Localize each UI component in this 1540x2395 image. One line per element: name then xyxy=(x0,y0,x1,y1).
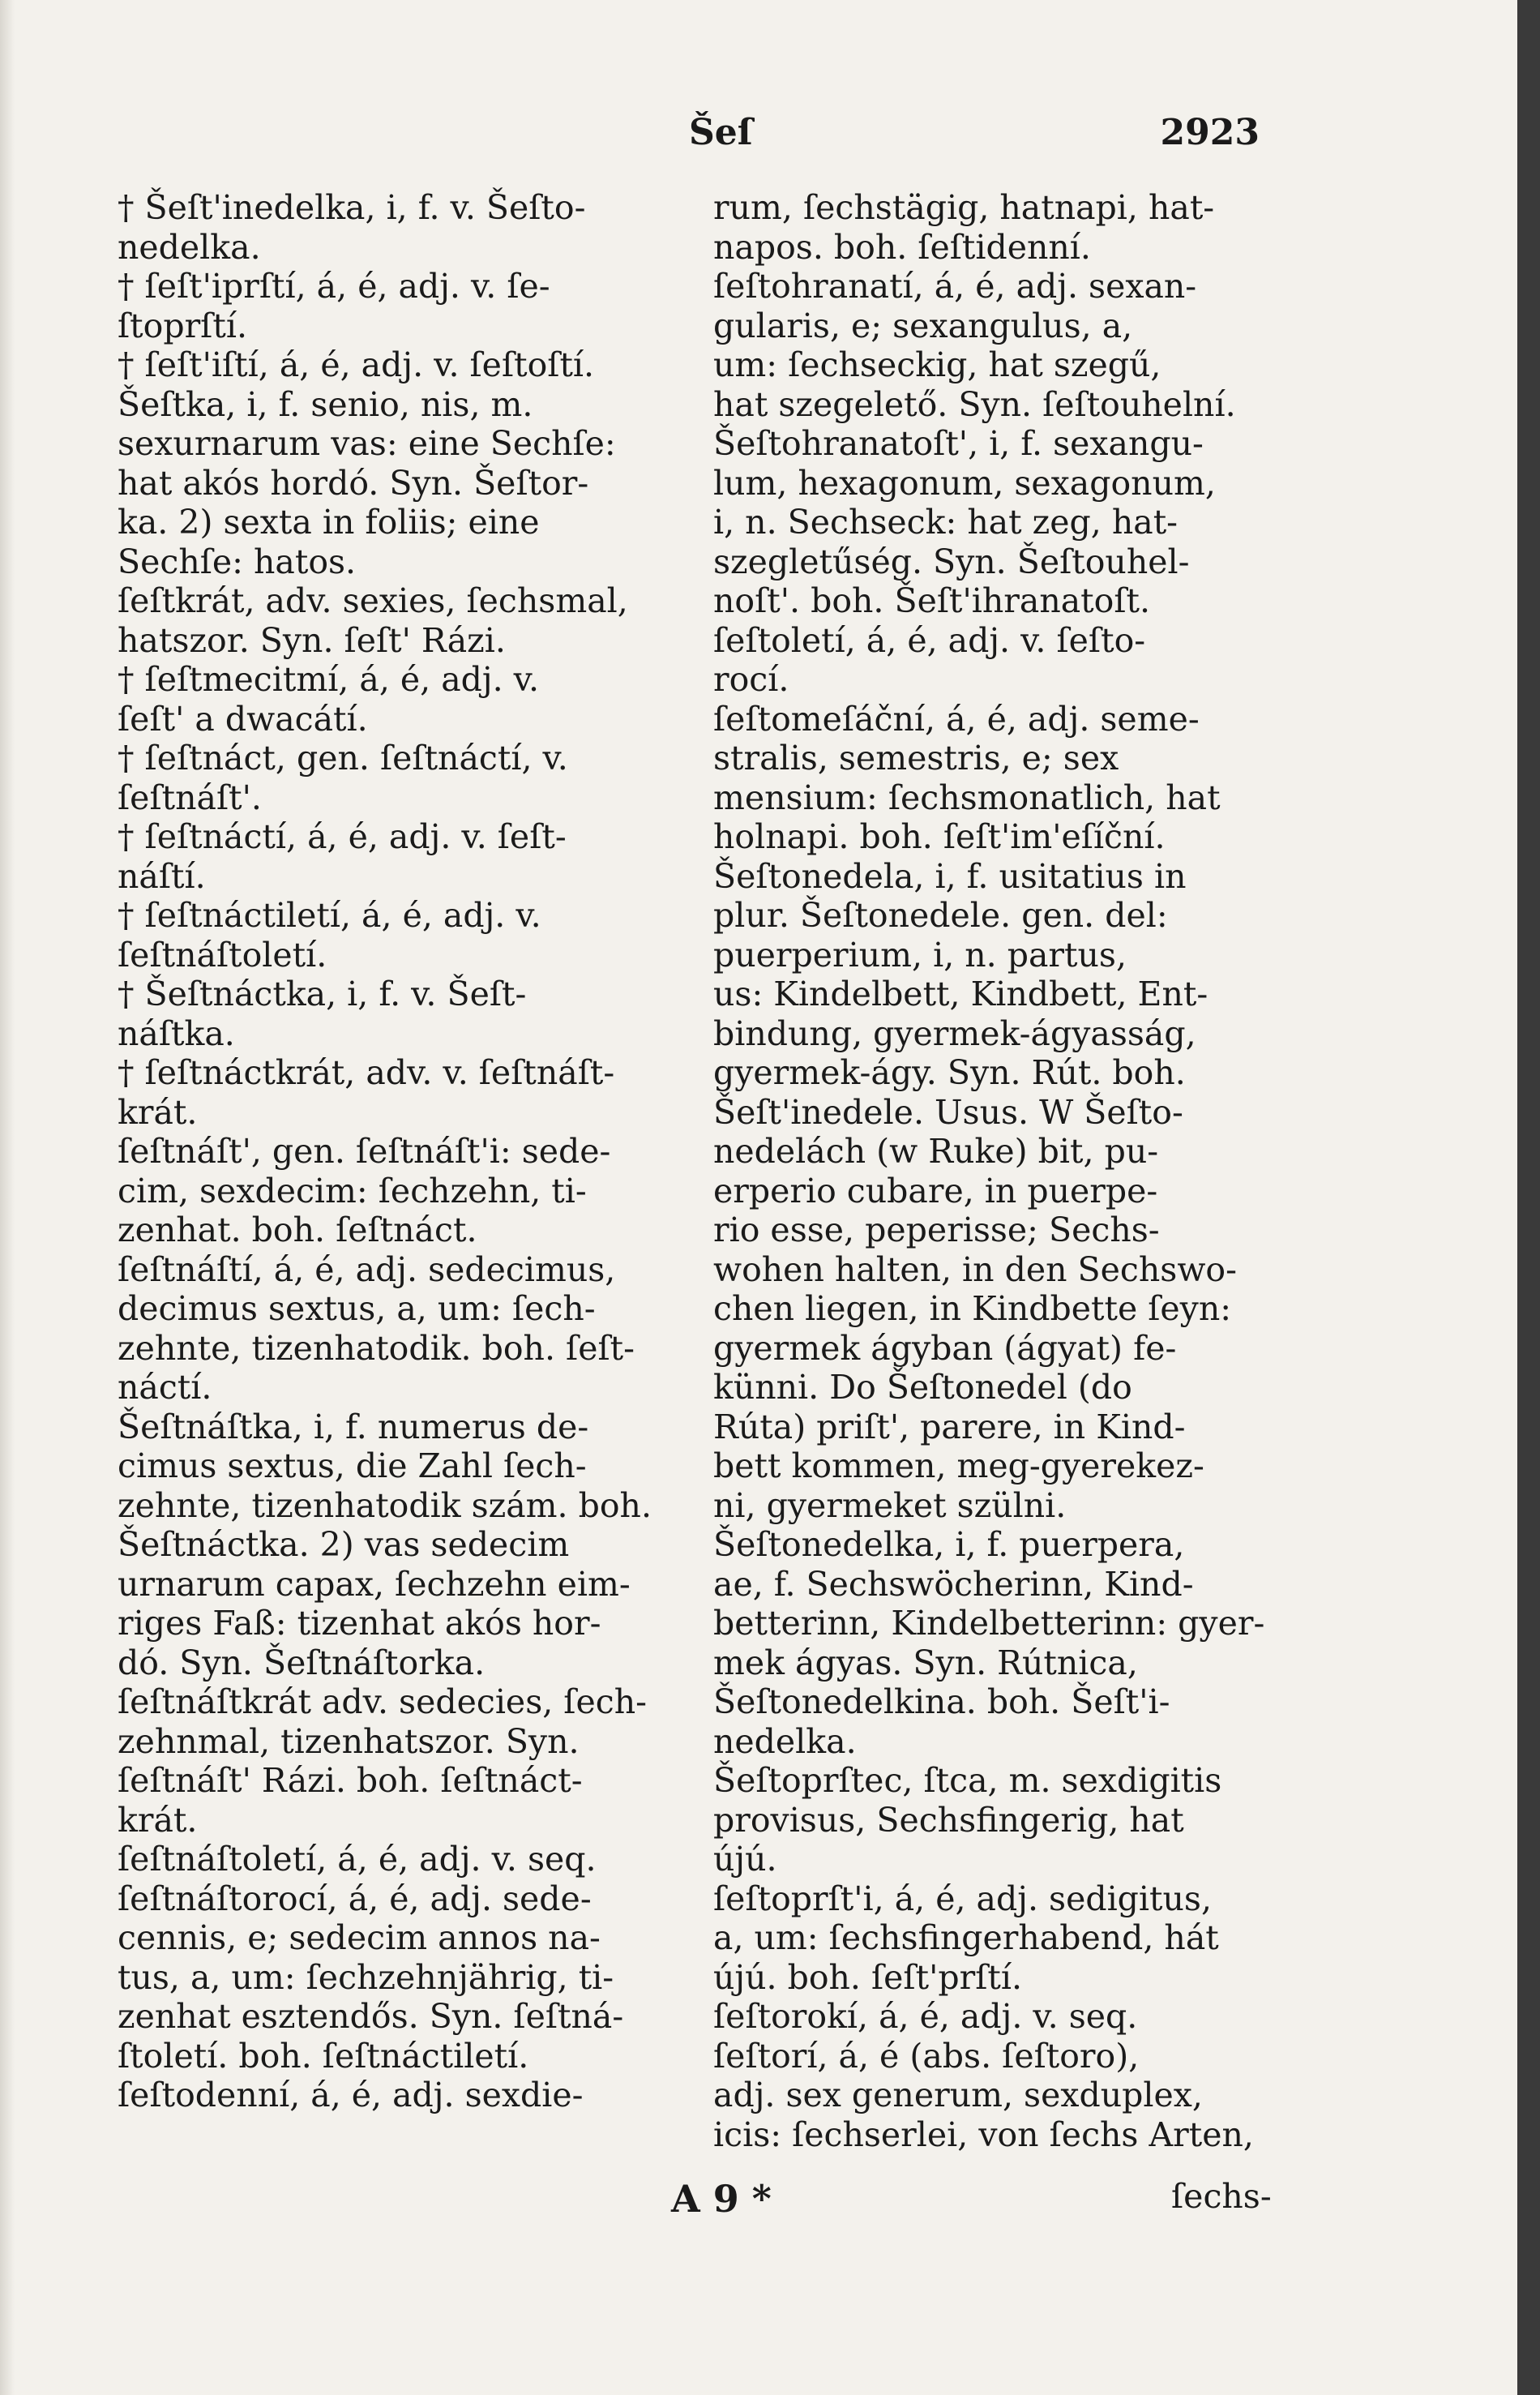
dictionary-line: † ſeſt'iprſtí, á, é, adj. v. ſe- xyxy=(118,267,550,306)
dictionary-line: chen liegen, in Kindbette ſeyn: xyxy=(713,1289,1232,1328)
dictionary-line: puerperium, i, n. partus, xyxy=(713,935,1127,975)
dictionary-line: betterinn, Kindelbetterinn: gyer- xyxy=(713,1604,1265,1643)
dictionary-line: † ſeſtmecitmí, á, é, adj. v. xyxy=(118,660,540,699)
dictionary-line: † ſeſtnáctkrát, adv. v. ſeſtnáſt- xyxy=(118,1053,615,1092)
dictionary-line: nedelka. xyxy=(713,1721,857,1761)
dictionary-line: um: ſechseckig, hat szegű, xyxy=(713,345,1161,384)
dictionary-line: noſt'. boh. Šeſt'ihranatoſt. xyxy=(713,581,1151,620)
dictionary-line: náſtí. xyxy=(118,856,206,896)
dictionary-line: a, um: ſechsfingerhabend, hát xyxy=(713,1918,1219,1957)
dictionary-line: ſeſtomeſáční, á, é, adj. seme- xyxy=(713,699,1200,739)
dictionary-line: gularis, e; sexangulus, a, xyxy=(713,306,1133,345)
dictionary-line: nedelách (w Ruke) bit, pu- xyxy=(713,1132,1159,1171)
dictionary-line: hat szegelető. Syn. ſeſtouhelní. xyxy=(713,384,1236,424)
dictionary-line: gyermek-ágy. Syn. Rút. boh. xyxy=(713,1053,1186,1092)
dictionary-line: gyermek ágyban (ágyat) fe- xyxy=(713,1328,1177,1368)
dictionary-line: ae, f. Sechswöcherinn, Kind- xyxy=(713,1564,1194,1604)
dictionary-line: ka. 2) sexta in foliis; eine xyxy=(118,503,540,542)
dictionary-line: Šeſtonedelkina. boh. Šeſt'i- xyxy=(713,1682,1170,1721)
dictionary-line: ſeſtorí, á, é (abs. ſeſtoro), xyxy=(713,2036,1140,2076)
dictionary-line: krát. xyxy=(118,1800,198,1840)
dictionary-line: provisus, Sechsfingerig, hat xyxy=(713,1800,1184,1840)
dictionary-line: ſtoprſtí. xyxy=(118,306,247,345)
dictionary-line: ſeſtodenní, á, é, adj. sexdie- xyxy=(118,2076,584,2114)
dictionary-line: hat akós hordó. Syn. Šeſtor- xyxy=(118,463,589,503)
dictionary-line: újú. boh. ſeſt'prſtí. xyxy=(713,1957,1022,1997)
dictionary-line: zehnte, tizenhatodik szám. boh. xyxy=(118,1485,652,1525)
dictionary-line: ſeſtnáſtoletí, á, é, adj. v. seq. xyxy=(118,1840,597,1879)
dictionary-line: Šeſtoprſtec, ſtca, m. sexdigitis xyxy=(713,1761,1222,1800)
dictionary-line: ſeſtoletí, á, é, adj. v. ſeſto- xyxy=(713,620,1146,660)
dictionary-line: zehnmal, tizenhatszor. Syn. xyxy=(118,1721,580,1761)
dictionary-line: † Šeſtnáctka, i, f. v. Šeſt- xyxy=(118,975,527,1013)
dictionary-line: lum, hexagonum, sexagonum, xyxy=(713,463,1216,503)
dictionary-line: Rúta) priſt', parere, in Kind- xyxy=(713,1407,1186,1446)
dictionary-line: bindung, gyermek-ágyasság, xyxy=(713,1013,1196,1053)
dictionary-line: ſeſtnáſtorocí, á, é, adj. sede- xyxy=(118,1879,592,1918)
dictionary-line: urnarum capax, ſechzehn eim- xyxy=(118,1564,631,1604)
page-number: 2923 xyxy=(1160,112,1260,153)
dictionary-line: ſeſtkrát, adv. sexies, ſechsmal, xyxy=(118,581,628,620)
dictionary-line: künni. Do Šeſtonedel (do xyxy=(713,1368,1132,1407)
dictionary-line: náſtka. xyxy=(118,1013,235,1053)
dictionary-line: plur. Šeſtonedele. gen. del: xyxy=(713,896,1168,935)
dictionary-line: zenhat esztendős. Syn. ſeſtná- xyxy=(118,1997,624,2036)
dictionary-line: mek ágyas. Syn. Rútnica, xyxy=(713,1643,1138,1682)
dictionary-line: krát. xyxy=(118,1092,198,1132)
dictionary-line: dó. Syn. Šeſtnáſtorka. xyxy=(118,1643,486,1682)
dictionary-line: újú. xyxy=(713,1840,777,1879)
printer-signature: A 9 * xyxy=(671,2177,772,2221)
dictionary-line: ſeſt' a dwacátí. xyxy=(118,699,368,739)
dictionary-line: rocí. xyxy=(713,660,789,699)
dictionary-line: ſeſtnáſtkrát adv. sedecies, ſech- xyxy=(118,1682,647,1721)
dictionary-line: Šeſtonedelka, i, f. puerpera, xyxy=(713,1525,1185,1564)
dictionary-line: stralis, semestris, e; sex xyxy=(713,739,1119,778)
page-header xyxy=(122,112,1260,169)
dictionary-line: † ſeſtnáct, gen. ſeſtnáctí, v. xyxy=(118,739,568,778)
dictionary-line: napos. boh. ſeſtidenní. xyxy=(713,227,1091,267)
dictionary-line: ſeſtnáſt'. xyxy=(118,778,262,817)
dictionary-line: riges Faß: tizenhat akós hor- xyxy=(118,1604,601,1643)
dictionary-line: Šeſtnáſtka, i, f. numerus de- xyxy=(118,1407,589,1446)
dictionary-line: † Šeſt'inedelka, i, f. v. Šeſto- xyxy=(118,188,586,227)
dictionary-line: ſeſtnáſtí, á, é, adj. sedecimus, xyxy=(118,1249,616,1289)
dictionary-line: rum, ſechstägig, hatnapi, hat- xyxy=(713,188,1215,227)
dictionary-line: hatszor. Syn. ſeſt' Rázi. xyxy=(118,620,506,660)
catchword: ſechs- xyxy=(1171,2177,1272,2216)
dictionary-line: szegletűség. Syn. Šeſtouhel- xyxy=(713,542,1190,581)
right-column xyxy=(713,188,1264,2154)
dictionary-line: † ſeſt'iſtí, á, é, adj. v. ſeſtoſtí. xyxy=(118,345,595,384)
dictionary-line: holnapi. boh. ſeſt'im'eſíční. xyxy=(713,817,1166,856)
dictionary-line: † ſeſtnáctí, á, é, adj. v. ſeſt- xyxy=(118,817,567,856)
dictionary-line: ſeſtnáſt' Rázi. boh. ſeſtnáct- xyxy=(118,1761,583,1800)
dictionary-line: Sechſe: hatos. xyxy=(118,542,357,581)
dictionary-line: Šeſt'inedele. Usus. W Šeſto- xyxy=(713,1092,1183,1132)
dictionary-line: † ſeſtnáctiletí, á, é, adj. v. xyxy=(118,896,541,935)
dictionary-line: Šeſtonedela, i, f. usitatius in xyxy=(713,856,1187,896)
dictionary-line: Šeſtnáctka. 2) vas sedecim xyxy=(118,1525,570,1564)
left-column xyxy=(118,188,701,2115)
dictionary-line: ſeſtnáſtoletí. xyxy=(118,935,327,975)
dictionary-line: cennis, e; sedecim annos na- xyxy=(118,1918,601,1957)
dictionary-line: ſeſtohranatí, á, é, adj. sexan- xyxy=(713,267,1197,306)
dictionary-line: zenhat. boh. ſeſtnáct. xyxy=(118,1210,477,1249)
dictionary-line: ſeſtnáſt', gen. ſeſtnáſt'i: sede- xyxy=(118,1132,611,1171)
dictionary-line: cim, sexdecim: ſechzehn, ti- xyxy=(118,1171,587,1210)
dictionary-line: decimus sextus, a, um: ſech- xyxy=(118,1289,596,1328)
dictionary-line: adj. sex generum, sexduplex, xyxy=(713,2076,1203,2114)
page-edge xyxy=(0,0,15,2395)
dictionary-line: ſeſtorokí, á, é, adj. v. seq. xyxy=(713,1997,1138,2036)
dictionary-line: us: Kindelbett, Kindbett, Ent- xyxy=(713,975,1208,1013)
dictionary-line: bett kommen, meg-gyerekez- xyxy=(713,1446,1204,1485)
dictionary-line: erperio cubare, in puerpe- xyxy=(713,1171,1158,1210)
dictionary-line: wohen halten, in den Sechswo- xyxy=(713,1249,1237,1289)
dictionary-line: rio esse, peperisse; Sechs- xyxy=(713,1210,1160,1249)
dictionary-line: ni, gyermeket szülni. xyxy=(713,1485,1067,1525)
dictionary-line: i, n. Sechseck: hat zeg, hat- xyxy=(713,503,1179,542)
dictionary-line: Šeſtka, i, f. senio, nis, m. xyxy=(118,384,533,424)
dictionary-line: sexurnarum vas: eine Sechſe: xyxy=(118,424,616,463)
dictionary-line: nedelka. xyxy=(118,227,261,267)
dictionary-line: Šeſtohranatoſt', i, f. sexangu- xyxy=(713,424,1204,463)
dictionary-line: cimus sextus, die Zahl ſech- xyxy=(118,1446,587,1485)
running-head: Šeſ xyxy=(689,112,753,153)
dictionary-line: zehnte, tizenhatodik. boh. ſeſt- xyxy=(118,1328,635,1368)
dictionary-line: náctí. xyxy=(118,1368,212,1407)
dictionary-line: ſeſtoprſt'i, á, é, adj. sedigitus, xyxy=(713,1879,1212,1918)
dictionary-line: ſtoletí. boh. ſeſtnáctiletí. xyxy=(118,2036,529,2076)
dictionary-line: tus, a, um: ſechzehnjährig, ti- xyxy=(118,1957,614,1997)
dictionary-line: mensium: ſechsmonatlich, hat xyxy=(713,778,1221,817)
dictionary-line: icis: ſechserlei, von ſechs Arten, xyxy=(713,2114,1254,2154)
